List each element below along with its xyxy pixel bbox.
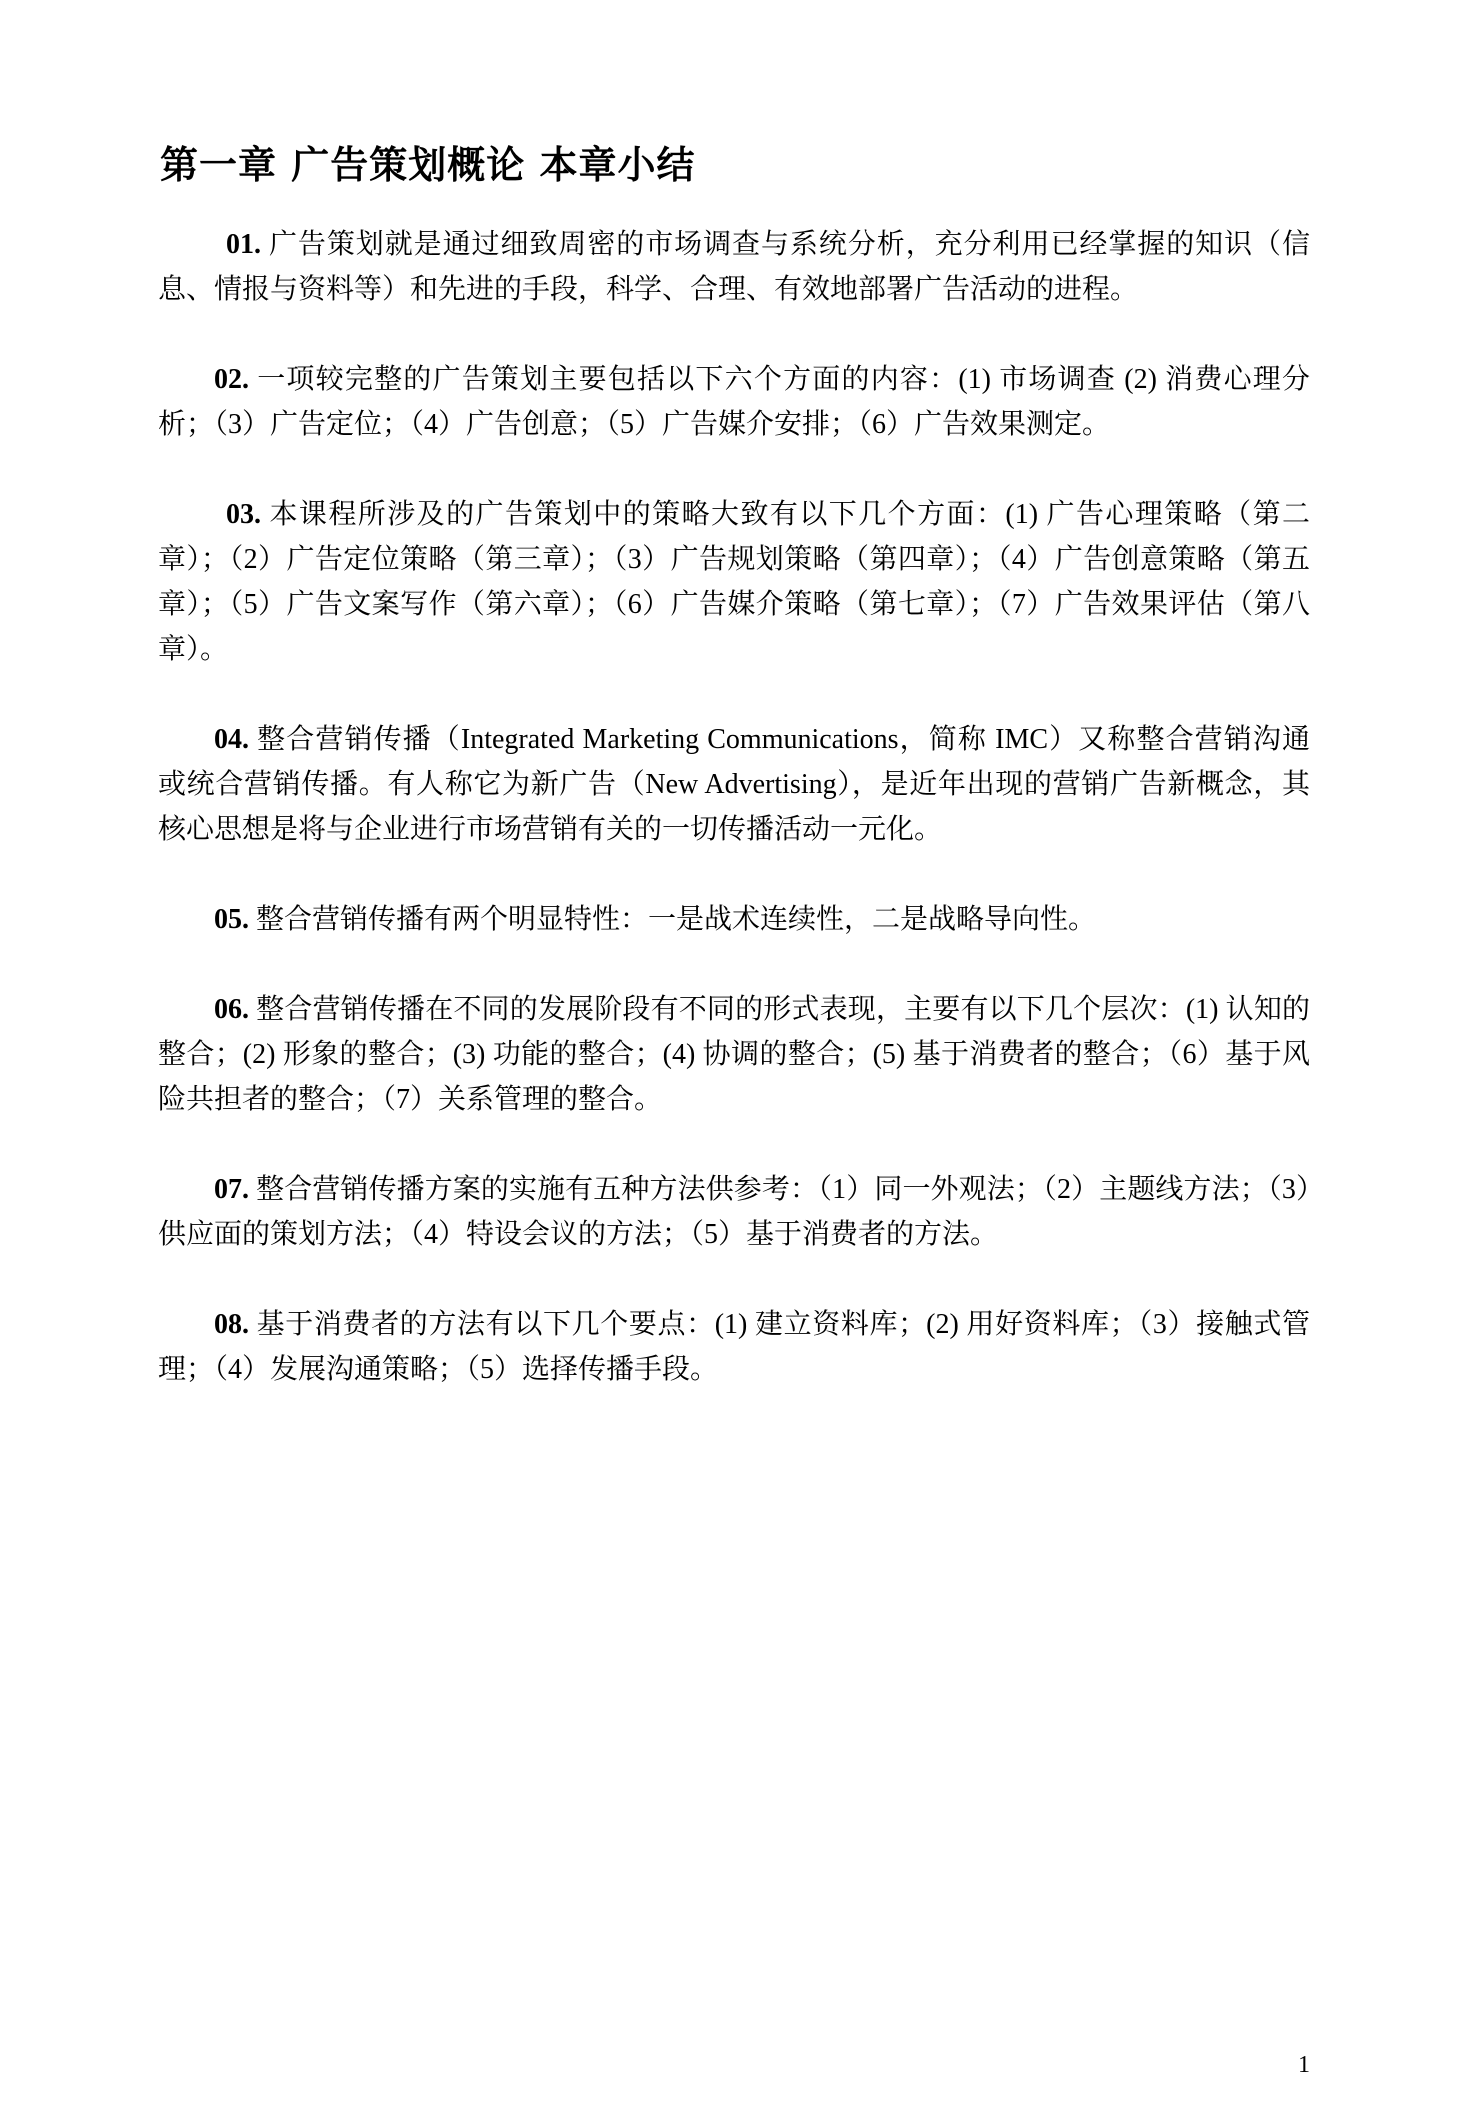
paragraph-text: 一项较完整的广告策划主要包括以下六个方面的内容：(1) 市场调查 (2) 消费心理分析；（3）广告定位；（4）广告创意；（5）广告媒介安排；（6）广告效果测定。 (158, 364, 1310, 440)
paragraph-number: 08. (214, 1309, 249, 1340)
paragraph-text: 基于消费者的方法有以下几个要点：(1) 建立资料库；(2) 用好资料库；（3）接触式管理；（4）发展沟通策略；（5）选择传播手段。 (158, 1309, 1310, 1385)
paragraph-text: 本课程所涉及的广告策划中的策略大致有以下几个方面：(1) 广告心理策略（第二章）；（2）广告定位策略（第三章）；（3）广告规划策略（第四章）；（4）广告创意策略（第五章）；（5）广告文案写作（第六章）；（6）广告媒介策略（第七章）；（7）广告效果评估（第八章）。 (158, 499, 1311, 665)
paragraph-text: 整合营销传播（Integrated Marketing Communications，简称 IMC）又称整合营销沟通或统合营销传播。有人称它为新广告（New Advertising），是近年出现的营销广告新概念，其核心思想是将与企业进行市场营销有关的一切传播活动一元化。 (158, 724, 1311, 845)
paragraph-number: 03. (226, 499, 261, 530)
paragraph-number: 05. (214, 904, 249, 935)
paragraph-04 (158, 717, 1310, 852)
paragraph-text: 整合营销传播在不同的发展阶段有不同的形式表现，主要有以下几个层次：(1) 认知的整合；(2) 形象的整合；(3) 功能的整合；(4) 协调的整合；(5) 基于消费者的整合；（6）基于风险共担者的整合；（7）关系管理的整合。 (158, 994, 1310, 1115)
paragraph-06 (158, 987, 1310, 1122)
paragraph-03 (158, 492, 1310, 672)
paragraph-05 (158, 897, 1310, 942)
page-number: 1 (1298, 2052, 1310, 2078)
paragraph-02 (158, 357, 1310, 447)
paragraph-number: 02. (214, 364, 249, 395)
paragraph-text: 整合营销传播方案的实施有五种方法供参考：（1）同一外观法；（2）主题线方法；（3）供应面的策划方法；（4）特设会议的方法；（5）基于消费者的方法。 (158, 1174, 1311, 1250)
paragraph-text: 整合营销传播有两个明显特性：一是战术连续性，二是战略导向性。 (256, 904, 1097, 935)
paragraph-number: 06. (214, 994, 249, 1025)
page-title: 第一章 广告策划概论 本章小结 (160, 143, 696, 187)
paragraph-number: 01. (226, 229, 261, 260)
paragraph-01 (158, 222, 1310, 312)
paragraph-07 (158, 1167, 1310, 1257)
document-body (158, 222, 1310, 1392)
paragraph-number: 07. (214, 1174, 249, 1205)
paragraph-text: 广告策划就是通过细致周密的市场调查与系统分析，充分利用已经掌握的知识（信息、情报与资料等）和先进的手段，科学、合理、有效地部署广告活动的进程。 (158, 229, 1310, 305)
paragraph-08 (158, 1302, 1310, 1392)
paragraph-number: 04. (214, 724, 249, 755)
